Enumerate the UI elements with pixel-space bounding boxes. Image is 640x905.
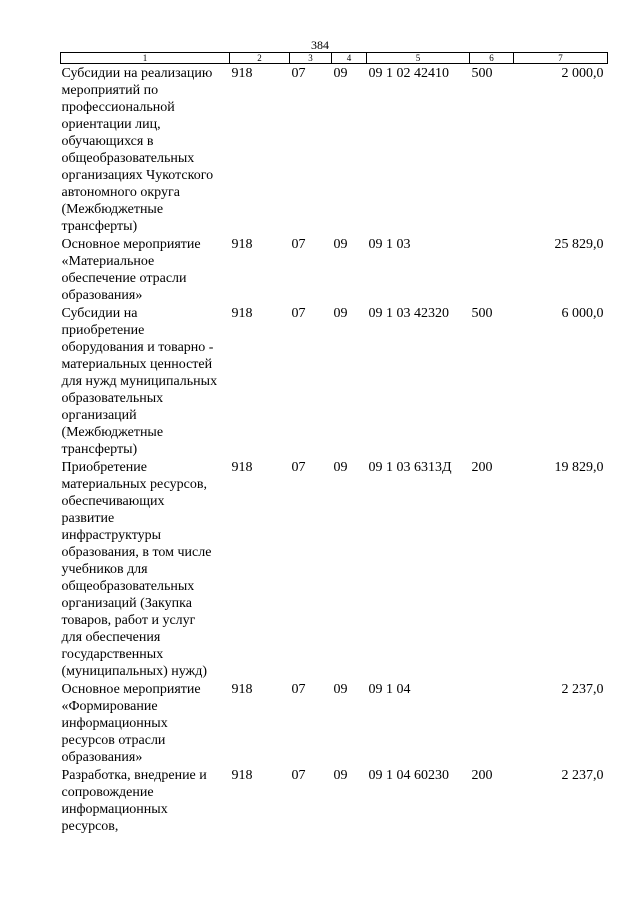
column-number-3: 3: [290, 53, 332, 64]
item-name-line: ориентации лиц,: [61, 117, 161, 132]
table-row: [61, 235, 608, 304]
item-name-line: организациях Чукотского: [61, 168, 214, 183]
item-name-cell: [61, 680, 230, 766]
table-row: [61, 64, 608, 236]
item-name-line: общеобразовательных: [61, 579, 195, 594]
expense-type-cell: 200: [471, 460, 493, 475]
column-number-6: 6: [470, 53, 514, 64]
item-name-line: ресурсов,: [61, 819, 119, 834]
page-number: 384: [311, 38, 329, 52]
budget-table: [60, 52, 608, 835]
item-name-line: Субсидии на: [61, 306, 138, 321]
item-name-line: инфраструктуры: [61, 528, 162, 543]
item-name-line: материальных ценностей: [61, 357, 213, 372]
item-name-line: общеобразовательных: [61, 151, 195, 166]
expense-type-cell: 500: [471, 306, 493, 321]
amount-cell: 2 237,0: [561, 768, 604, 783]
item-name-line: товаров, работ и услуг: [61, 613, 196, 628]
subsection-code-cell: 09: [333, 66, 348, 81]
column-number-header-row: [61, 53, 608, 64]
item-name-line: (Межбюджетные: [61, 425, 164, 440]
item-name-line: Основное мероприятие: [61, 682, 201, 697]
item-name-line: организаций (Закупка: [61, 596, 192, 611]
item-name-line: информационных: [61, 802, 168, 817]
subsection-code-cell: 09: [333, 460, 348, 475]
budget-table-body: [61, 64, 608, 836]
ministry-code-cell: 918: [231, 66, 253, 81]
ministry-code-cell: 918: [231, 306, 253, 321]
item-name-line: сопровождение: [61, 785, 154, 800]
item-name-line: Приобретение: [61, 460, 147, 475]
item-name-line: учебников для: [61, 562, 148, 577]
expense-type-cell: [470, 235, 514, 304]
item-name-line: автономного округа: [61, 185, 180, 200]
ministry-code-cell: 918: [231, 237, 253, 252]
item-name-line: трансферты): [61, 219, 138, 234]
item-name-line: обучающихся в: [61, 134, 154, 149]
target-article-cell: 09 1 04 60230: [368, 768, 449, 783]
section-code-cell: 07: [291, 237, 306, 252]
item-name-cell: [61, 304, 230, 458]
section-code-cell: 07: [291, 460, 306, 475]
item-name-line: организаций: [61, 408, 137, 423]
target-article-cell: 09 1 03: [368, 237, 411, 252]
amount-cell: 25 829,0: [554, 237, 604, 252]
item-name-line: профессиональной: [61, 100, 175, 115]
section-code-cell: 07: [291, 306, 306, 321]
item-name-line: образования»: [61, 288, 143, 303]
target-article-cell: 09 1 04: [368, 682, 411, 697]
column-number-1: 1: [61, 53, 230, 64]
item-name-cell: [61, 766, 230, 835]
subsection-code-cell: 09: [333, 768, 348, 783]
amount-cell: 6 000,0: [561, 306, 604, 321]
item-name-cell: [61, 458, 230, 680]
item-name-line: для нужд муниципальных: [61, 374, 218, 389]
item-name-cell: [61, 235, 230, 304]
section-code-cell: 07: [291, 682, 306, 697]
expense-type-cell: [470, 680, 514, 766]
ministry-code-cell: 918: [231, 460, 253, 475]
item-name-line: Субсидии на реализацию: [61, 66, 213, 81]
ministry-code-cell: 918: [231, 768, 253, 783]
expense-type-cell: 500: [471, 66, 493, 81]
section-code-cell: 07: [291, 66, 306, 81]
item-name-line: приобретение: [61, 323, 145, 338]
subsection-code-cell: 09: [333, 682, 348, 697]
item-name-line: Разработка, внедрение и: [61, 768, 207, 783]
target-article-cell: 09 1 03 6313Д: [368, 460, 452, 475]
item-name-line: государственных: [61, 647, 164, 662]
item-name-line: «Материальное: [61, 254, 155, 269]
section-code-cell: 07: [291, 768, 306, 783]
subsection-code-cell: 09: [333, 306, 348, 321]
amount-cell: 2 000,0: [561, 66, 604, 81]
item-name-line: материальных ресурсов,: [61, 477, 207, 492]
item-name-line: «Формирование: [61, 699, 158, 714]
item-name-line: обеспечивающих: [61, 494, 165, 509]
item-name-line: обеспечение отрасли: [61, 271, 187, 286]
table-row: [61, 304, 608, 458]
item-name-line: (муниципальных) нужд): [61, 664, 208, 679]
amount-cell: 2 237,0: [561, 682, 604, 697]
subsection-code-cell: 09: [333, 237, 348, 252]
amount-cell: 19 829,0: [554, 460, 604, 475]
column-number-7: 7: [514, 53, 608, 64]
item-name-line: информационных: [61, 716, 168, 731]
item-name-line: трансферты): [61, 442, 138, 457]
expense-type-cell: 200: [471, 768, 493, 783]
item-name-line: мероприятий по: [61, 83, 159, 98]
column-number-5: 5: [367, 53, 470, 64]
table-row: [61, 680, 608, 766]
column-number-4: 4: [332, 53, 367, 64]
target-article-cell: 09 1 03 42320: [368, 306, 449, 321]
table-row: [61, 766, 608, 835]
item-name-line: (Межбюджетные: [61, 202, 164, 217]
item-name-line: образования»: [61, 750, 143, 765]
item-name-line: развитие: [61, 511, 115, 526]
item-name-line: ресурсов отрасли: [61, 733, 166, 748]
item-name-line: образовательных: [61, 391, 164, 406]
column-number-2: 2: [230, 53, 290, 64]
table-row: [61, 458, 608, 680]
target-article-cell: 09 1 02 42410: [368, 66, 449, 81]
item-name-line: для обеспечения: [61, 630, 161, 645]
item-name-line: Основное мероприятие: [61, 237, 201, 252]
item-name-line: оборудования и товарно -: [61, 340, 214, 355]
item-name-line: образования, в том числе: [61, 545, 212, 560]
item-name-cell: [61, 64, 230, 236]
ministry-code-cell: 918: [231, 682, 253, 697]
